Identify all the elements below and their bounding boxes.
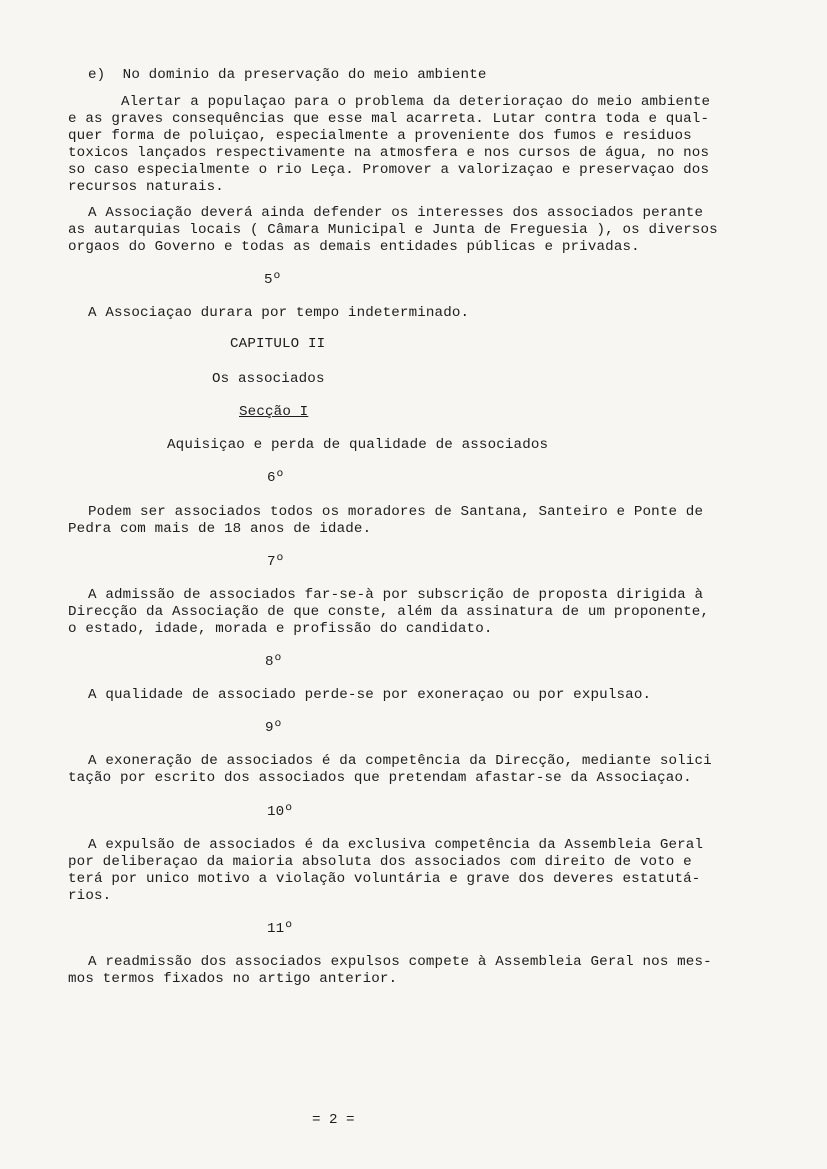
- paragraph-line: A Associaçao durara por tempo indeterminado.: [88, 305, 470, 321]
- paragraph-line: Pedra com mais de 18 anos de idade.: [68, 521, 372, 537]
- paragraph-line: terá por unico motivo a violação voluntária e grave dos deveres estatutá-: [68, 871, 701, 887]
- paragraph-line: so caso especialmente o rio Leça. Promover a valorizaçao e preservaçao dos: [68, 162, 710, 178]
- article-number: 7º: [267, 554, 285, 570]
- paragraph-line: tação por escrito dos associados que pretendam afastar-se da Associaçao.: [68, 770, 692, 786]
- paragraph-line: toxicos lançados respectivamente na atmosfera e nos cursos de água, no nos: [68, 145, 710, 161]
- article-number: 10º: [267, 804, 293, 820]
- article-number: 9º: [265, 720, 283, 736]
- paragraph-line: A Associação deverá ainda defender os interesses dos associados perante: [88, 205, 704, 221]
- paragraph-line: Podem ser associados todos os moradores de Santana, Santeiro e Ponte de: [88, 504, 704, 520]
- paragraph-line: A exoneração de associados é da competência da Direcção, mediante solici: [88, 753, 712, 769]
- paragraph-line: Alertar a populaçao para o problema da deterioraçao do meio ambiente: [121, 94, 711, 110]
- section-heading-e: e) No dominio da preservação do meio ambiente: [88, 67, 487, 83]
- paragraph-line: por deliberaçao da maioria absoluta dos associados com direito de voto e: [68, 854, 692, 870]
- paragraph-line: quer forma de poluiçao, especialmente a proveniente dos fumos e residuos: [68, 128, 692, 144]
- article-number: 8º: [265, 654, 283, 670]
- paragraph-line: A expulsão de associados é da exclusiva competência da Assembleia Geral: [88, 837, 704, 853]
- paragraph-line: A qualidade de associado perde-se por exoneraçao ou por expulsao.: [88, 687, 652, 703]
- paragraph-line: mos termos fixados no artigo anterior.: [68, 971, 398, 987]
- paragraph-line: rios.: [68, 888, 112, 904]
- chapter-heading: CAPITULO II: [230, 336, 326, 352]
- article-number: 5º: [264, 272, 282, 288]
- paragraph-line: A admissão de associados far-se-à por subscrição de proposta dirigida à: [88, 587, 704, 603]
- paragraph-line: o estado, idade, morada e profissão do candidato.: [68, 621, 493, 637]
- section-subtitle: Aquisiçao e perda de qualidade de associados: [167, 437, 549, 453]
- page-number: = 2 =: [312, 1112, 355, 1128]
- chapter-subtitle: Os associados: [212, 371, 325, 387]
- paragraph-line: recursos naturais.: [68, 179, 224, 195]
- article-number: 11º: [267, 921, 293, 937]
- paragraph-line: orgaos do Governo e todas as demais entidades públicas e privadas.: [68, 239, 640, 255]
- section-heading: Secção I: [239, 404, 309, 420]
- paragraph-line: Direcção da Associação de que conste, além da assinatura de um proponente,: [68, 604, 710, 620]
- paragraph-line: as autarquias locais ( Câmara Municipal e Junta de Freguesia ), os diversos: [68, 222, 718, 238]
- article-number: 6º: [267, 470, 285, 486]
- paragraph-line: e as graves consequências que esse mal acarreta. Lutar contra toda e qual-: [68, 111, 710, 127]
- paragraph-line: A readmissão dos associados expulsos compete à Assembleia Geral nos mes-: [88, 954, 712, 970]
